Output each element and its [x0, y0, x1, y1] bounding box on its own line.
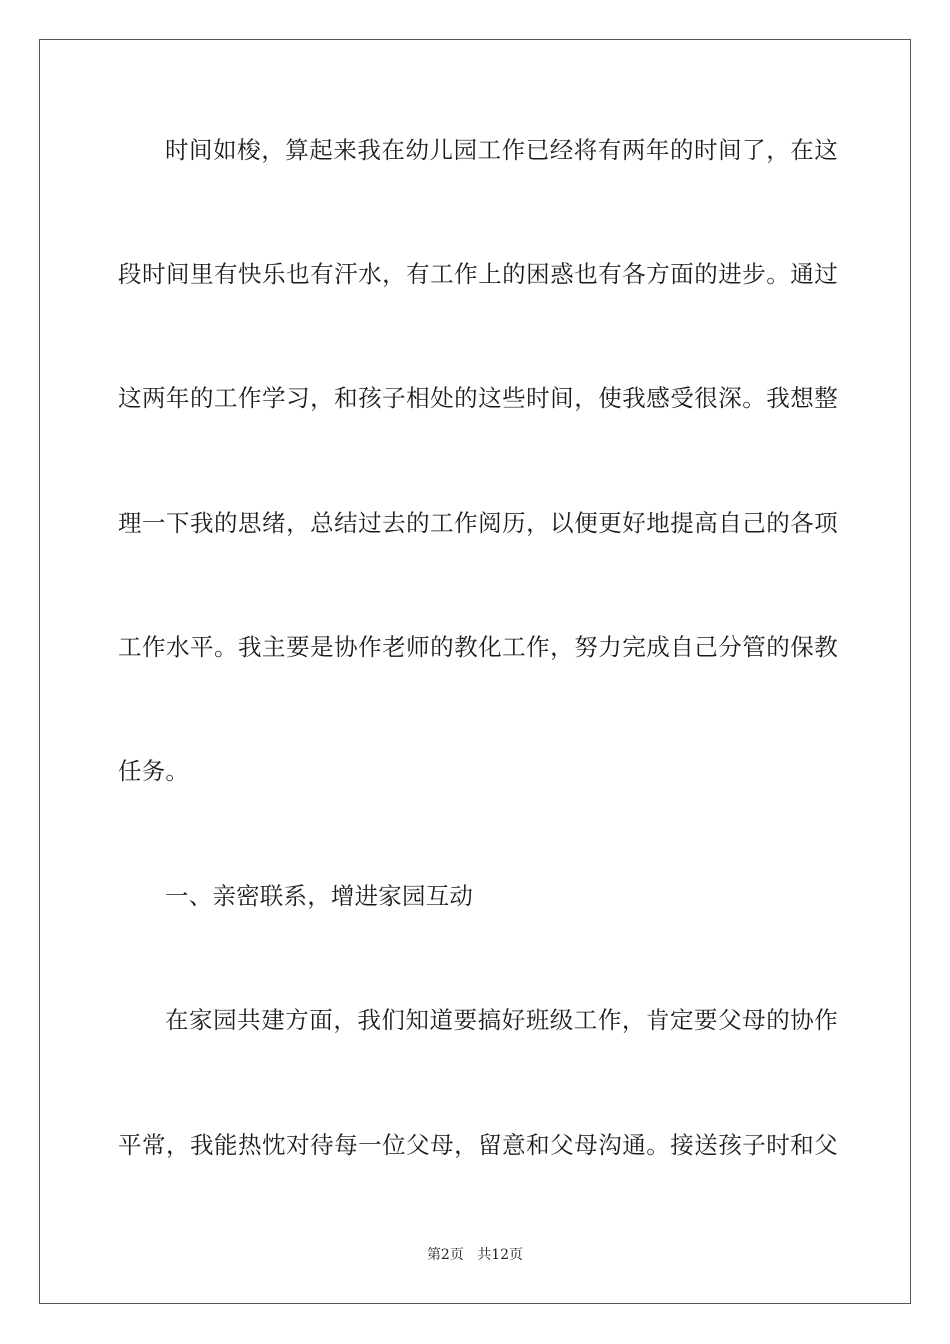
- paragraph-line-3: 这两年的工作学习，和孩子相处的这些时间，使我感受很深。我想整: [118, 384, 838, 412]
- paragraph-line-2: 段时间里有快乐也有汗水，有工作上的困惑也有各方面的进步。通过: [118, 260, 838, 288]
- page-footer: [0, 1245, 950, 1265]
- paragraph-line-6: 任务。: [118, 757, 190, 785]
- paragraph-line-8: 平常，我能热忱对待每一位父母，留意和父母沟通。接送孩子时和父: [118, 1131, 838, 1159]
- paragraph-line-1: 时间如梭，算起来我在幼儿园工作已经将有两年的时间了，在这: [165, 136, 838, 164]
- paragraph-line-7: 在家园共建方面，我们知道要搞好班级工作，肯定要父母的协作: [165, 1006, 838, 1034]
- page-frame: [39, 39, 911, 1304]
- page-total: 共12页: [477, 1247, 524, 1263]
- section-heading: 一、亲密联系，增进家园互动: [165, 882, 474, 910]
- paragraph-line-4: 理一下我的思绪，总结过去的工作阅历，以便更好地提高自己的各项: [118, 509, 838, 537]
- page-number: 第2页: [426, 1247, 464, 1263]
- paragraph-line-5: 工作水平。我主要是协作老师的教化工作，努力完成自己分管的保教: [118, 633, 838, 661]
